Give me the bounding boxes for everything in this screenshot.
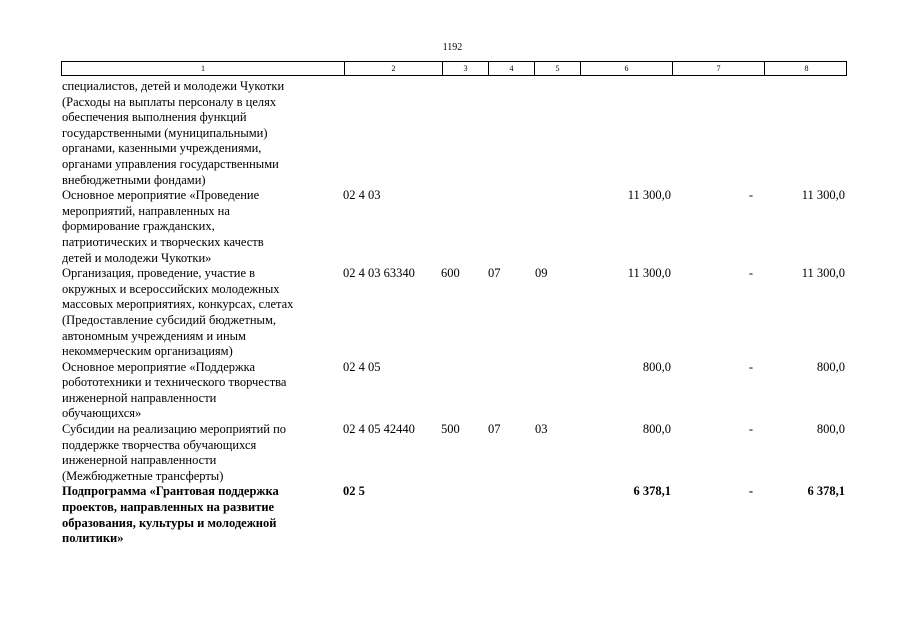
page-number: 1192 — [442, 42, 463, 53]
row-sum-col7: - — [748, 422, 753, 437]
row-code: 02 4 05 42440 — [343, 422, 415, 437]
row-sum-col8: 800,0 — [816, 422, 845, 437]
row-sum-col6: 6 378,1 — [633, 484, 671, 499]
row-code: 02 4 05 — [343, 359, 381, 374]
row-name-line: органами управления государственными — [62, 156, 279, 171]
row-code: 02 5 — [343, 484, 365, 499]
header-col-8: 8 — [764, 62, 848, 75]
row-subsection: 03 — [535, 422, 548, 437]
row-name-line: робототехники и технического творчества — [62, 375, 287, 390]
row-sum-col8: 6 378,1 — [807, 484, 845, 499]
row-name-line: Основное мероприятие «Проведение — [62, 188, 260, 203]
row-name — [62, 266, 344, 360]
row-name-line: массовых мероприятиях, конкурсах, слетах — [62, 297, 294, 312]
header-col-2: 2 — [344, 62, 442, 75]
row-name — [62, 422, 344, 484]
row-sum-col8: 11 300,0 — [801, 266, 845, 281]
row-name-line: (Расходы на выплаты персоналу в целях — [62, 94, 277, 109]
row-name — [62, 79, 344, 188]
row-name-line: инженерной направленности — [62, 390, 217, 405]
row-name-line: Субсидии на реализацию мероприятий по — [62, 422, 287, 437]
row-name-line: внебюджетными фондами) — [62, 172, 206, 187]
header-col-1: 1 — [201, 64, 205, 73]
row-name-line: Подпрограмма «Грантовая поддержка — [62, 484, 279, 499]
row-name — [62, 484, 344, 546]
row-name-line: (Межбюджетные трансферты) — [62, 468, 224, 483]
table-row — [0, 79, 905, 188]
row-sum-col8: 800,0 — [816, 359, 845, 374]
row-name-line: обеспечения выполнения функций — [62, 110, 247, 125]
table-row — [0, 422, 905, 484]
row-name-line: окружных и всероссийских молодежных — [62, 281, 280, 296]
header-col-5: 5 — [534, 62, 580, 75]
row-name-line: (Предоставление субсидий бюджетным, — [62, 312, 276, 327]
table-row — [0, 188, 905, 266]
row-name-line: политики» — [62, 531, 124, 546]
row-code: 02 4 03 — [343, 188, 381, 203]
row-name — [62, 188, 344, 266]
row-name-line: мероприятий, направленных на — [62, 203, 230, 218]
header-col-3: 3 — [442, 62, 488, 75]
row-sum-col7: - — [748, 359, 753, 374]
row-name — [62, 360, 344, 422]
row-sum-col7: - — [748, 484, 753, 499]
row-section: 07 — [488, 422, 501, 437]
header-col-6: 6 — [580, 62, 672, 75]
row-name-line: обучающихся» — [62, 406, 142, 421]
row-sum-col6: 11 300,0 — [627, 188, 671, 203]
table-row — [0, 360, 905, 422]
row-name-line: образования, культуры и молодежной — [62, 515, 277, 530]
row-name-line: проектов, направленных на развитие — [62, 500, 275, 515]
row-name-line: детей и молодежи Чукотки» — [62, 250, 212, 265]
row-code: 02 4 03 63340 — [343, 266, 415, 281]
row-sum-col7: - — [748, 266, 753, 281]
header-col-7: 7 — [672, 62, 764, 75]
row-section: 07 — [488, 266, 501, 281]
table-header — [61, 61, 847, 76]
row-name-line: патриотических и творческих качеств — [62, 234, 264, 249]
row-sum-col6: 800,0 — [642, 422, 671, 437]
row-sum-col8: 11 300,0 — [801, 188, 845, 203]
row-subsection: 09 — [535, 266, 548, 281]
row-expense-type: 500 — [441, 422, 460, 437]
row-sum-col6: 800,0 — [642, 359, 671, 374]
header-col-4: 4 — [488, 62, 534, 75]
row-name-line: некоммерческим организациям) — [62, 344, 233, 359]
row-name-line: поддержке творчества обучающихся — [62, 437, 257, 452]
row-name-line: специалистов, детей и молодежи Чукотки — [62, 79, 285, 93]
row-expense-type: 600 — [441, 266, 460, 281]
table-body — [0, 79, 905, 547]
table-row — [0, 484, 905, 546]
row-name-line: автономным учреждениям и иным — [62, 328, 246, 343]
table-row — [0, 266, 905, 360]
row-name-line: инженерной направленности — [62, 453, 217, 468]
row-sum-col6: 11 300,0 — [627, 266, 671, 281]
row-name-line: государственными (муниципальными) — [62, 125, 268, 140]
row-name-line: Основное мероприятие «Поддержка — [62, 359, 256, 374]
row-sum-col7: - — [748, 188, 753, 203]
row-name-line: формирование гражданских, — [62, 219, 215, 234]
row-name-line: Организация, проведение, участие в — [62, 266, 256, 281]
row-name-line: органами, казенными учреждениями, — [62, 141, 262, 156]
